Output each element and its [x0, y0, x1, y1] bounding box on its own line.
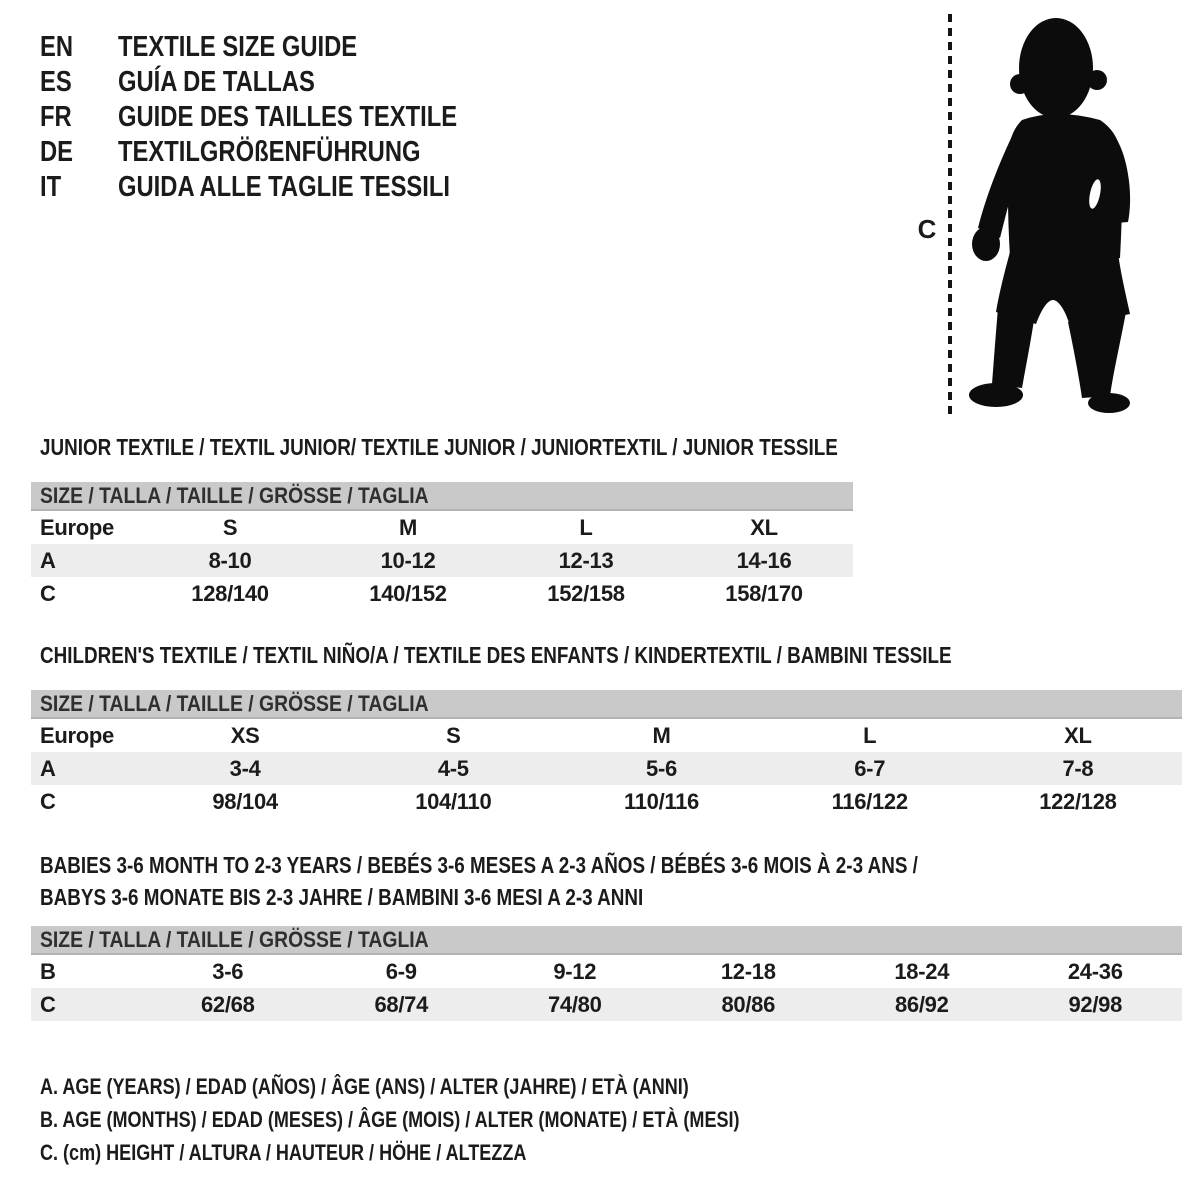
guide-title: TEXTILE SIZE GUIDE: [118, 31, 358, 63]
lang-code: IT: [40, 171, 62, 203]
height-cell: 152/158: [547, 581, 625, 606]
table-row-age: [31, 544, 853, 577]
table-row-months: [31, 955, 1182, 988]
age-cell: 7-8: [1062, 756, 1094, 781]
age-cell: 3-4: [229, 756, 261, 781]
age-cell: 6-7: [854, 756, 886, 781]
size-header-label: SIZE / TALLA / TAILLE / GRÖSSE / TAGLIA: [40, 691, 429, 716]
height-cell: 128/140: [191, 581, 269, 606]
height-cell: 104/110: [415, 789, 492, 814]
height-cell: 158/170: [725, 581, 803, 606]
legend-c-text: C. (cm) HEIGHT / ALTURA / HAUTEUR / HÖHE / ALTEZZA: [40, 1140, 527, 1165]
size-header-band: [31, 482, 853, 511]
junior-section-title-text: JUNIOR TEXTILE / TEXTIL JUNIOR/ TEXTILE JUNIOR / JUNIORTEXTIL / JUNIOR TESSILE: [40, 434, 838, 460]
children-section-title-text: CHILDREN'S TEXTILE / TEXTIL NIÑO/A / TEXTILE DES ENFANTS / KINDERTEXTIL / BAMBINI TESSILE: [40, 642, 952, 668]
height-cell: 116/122: [831, 789, 908, 814]
table-row-age: [31, 752, 1182, 785]
height-cell: 98/104: [212, 789, 278, 814]
size-header-label: SIZE / TALLA / TAILLE / GRÖSSE / TAGLIA: [40, 483, 429, 508]
legend-line-a: [40, 1074, 831, 1100]
guide-title: GUIDE DES TAILLES TEXTILE: [118, 101, 458, 133]
size-cell: L: [579, 515, 593, 540]
row-label: Europe: [40, 515, 114, 540]
height-cell: 122/128: [1039, 789, 1117, 814]
months-cell: 6-9: [385, 959, 417, 984]
size-cell: XS: [230, 723, 260, 748]
size-cell: XL: [750, 515, 778, 540]
size-cell: L: [863, 723, 877, 748]
size-cell: M: [652, 723, 671, 748]
legend-line-c: [40, 1140, 633, 1166]
height-cell: 80/86: [721, 992, 776, 1017]
babies-size-table: [31, 926, 1182, 1021]
legend-a-text: A. AGE (YEARS) / EDAD (AÑOS) / ÂGE (ANS) / ALTER (JAHRE) / ETÀ (ANNI): [40, 1074, 689, 1099]
lang-code: FR: [40, 101, 72, 133]
size-header-band: [31, 690, 1182, 719]
babies-section-title-text1: BABIES 3-6 MONTH TO 2-3 YEARS / BEBÉS 3-6 MESES A 2-3 AÑOS / BÉBÉS 3-6 MOIS À 2-3 ANS /: [40, 852, 918, 878]
language-title-list: [40, 30, 532, 205]
lang-line-es: [40, 65, 532, 100]
legend-b-text: B. AGE (MONTHS) / EDAD (MESES) / ÂGE (MOIS) / ALTER (MONATE) / ETÀ (MESI): [40, 1107, 740, 1132]
babies-section-title-text2: BABYS 3-6 MONATE BIS 2-3 JAHRE / BAMBINI 3-6 MESI A 2-3 ANNI: [40, 884, 644, 910]
row-label: A: [40, 756, 56, 781]
table-row-europe: [31, 511, 853, 544]
row-label: A: [40, 548, 56, 573]
size-cell: S: [446, 723, 461, 748]
babies-section-title-line1: [40, 852, 1111, 878]
months-cell: 3-6: [212, 959, 244, 984]
size-cell: XL: [1064, 723, 1092, 748]
age-cell: 14-16: [736, 548, 792, 573]
lang-line-de: [40, 135, 532, 170]
months-cell: 24-36: [1067, 959, 1123, 984]
height-measure-line: [948, 14, 952, 418]
size-header-band: [31, 926, 1182, 955]
row-label: C: [40, 581, 56, 606]
height-measure-label: C: [917, 214, 937, 244]
guide-title: GUÍA DE TALLAS: [118, 66, 315, 98]
height-cell: 68/74: [374, 992, 429, 1017]
row-label: B: [40, 959, 56, 984]
table-row-height: [31, 988, 1182, 1021]
babies-section-title-line2: [40, 884, 776, 910]
lang-code: DE: [40, 136, 74, 168]
row-label: C: [40, 789, 56, 814]
table-row-europe: [31, 719, 1182, 752]
months-cell: 12-18: [720, 959, 776, 984]
months-cell: 9-12: [553, 959, 597, 984]
height-cell: 86/92: [894, 992, 949, 1017]
table-row-height: [31, 577, 853, 610]
lang-code: ES: [40, 66, 72, 98]
size-cell: M: [398, 515, 418, 540]
age-cell: 12-13: [558, 548, 614, 573]
lang-line-fr: [40, 100, 532, 135]
children-size-table: [31, 690, 1182, 818]
age-cell: 5-6: [646, 756, 677, 781]
height-cell: 110/116: [624, 789, 699, 814]
junior-section-title: [40, 434, 1013, 460]
size-header-label: SIZE / TALLA / TAILLE / GRÖSSE / TAGLIA: [40, 927, 429, 952]
age-cell: 8-10: [208, 548, 252, 573]
age-cell: 4-5: [437, 756, 469, 781]
row-label: Europe: [40, 723, 114, 748]
age-cell: 10-12: [380, 548, 436, 573]
legend-line-b: [40, 1107, 893, 1133]
row-label: C: [40, 992, 56, 1017]
toddler-silhouette-icon: [962, 16, 1138, 420]
lang-line-it: [40, 170, 532, 205]
lang-code: EN: [40, 31, 74, 63]
size-cell: S: [222, 515, 238, 540]
height-cell: 62/68: [200, 992, 255, 1017]
junior-size-table: [31, 482, 853, 610]
height-cell: 92/98: [1068, 992, 1123, 1017]
lang-line-en: [40, 30, 532, 65]
guide-title: TEXTILGRÖßENFÜHRUNG: [118, 136, 421, 168]
guide-title: GUIDA ALLE TAGLIE TESSILI: [118, 171, 451, 203]
months-cell: 18-24: [894, 959, 950, 984]
table-row-height: [31, 785, 1182, 818]
height-cell: 140/152: [369, 581, 447, 606]
children-section-title: [40, 642, 1152, 668]
height-cell: 74/80: [547, 992, 602, 1017]
